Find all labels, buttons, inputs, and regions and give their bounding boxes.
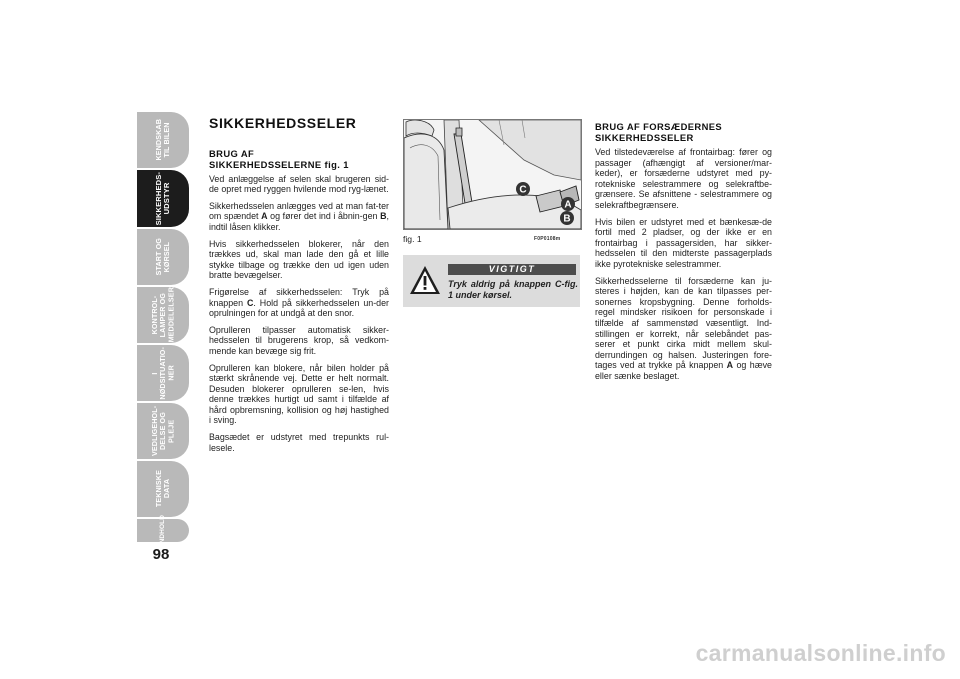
page-title: SIKKERHEDSSELER [209, 115, 357, 131]
label-a: A [564, 199, 572, 211]
tab-indhold[interactable]: INDHOLD [137, 519, 189, 542]
seatbelt-figure [403, 119, 582, 230]
tab-kontrollamper-og-meddelelser[interactable]: KONTROL- LAMPER OG MEDDELELSER [137, 287, 189, 343]
figure-code: F0P0108m [534, 236, 561, 242]
paragraph: Frigørelse af sikkerhedsselen: Tryk på knappen C. Hold på sikkerhedsselen un-der oprulningen for at undgå at den snor. [209, 286, 389, 319]
tab-tekniske-data[interactable]: TEKNISKE DATA [137, 461, 189, 517]
tab-i-nodsituationer[interactable]: I NØDSITUATIO- NER [137, 345, 189, 401]
paragraph: Bagsædet er udstyret med trepunkts rul-lesele. [209, 432, 389, 453]
tab-vedligeholdelse-og-pleje[interactable]: VEDLIGEHOL- DELSE OG PLEJE [137, 403, 189, 459]
paragraph: Ved anlæggelse af selen skal brugeren sid-de opret med ryggen hvilende mod ryg-lænet. [209, 173, 389, 195]
paragraph: Oprulleren kan blokere, når bilen holder på stærkt skrånende vej. Dette er helt normalt. Desuden blokerer oprulleren se-len, hvis denne trækkes hurtigt ud samt i tilfælde af hård opbremsning, kollision og høj hastighed i sving. [209, 362, 389, 426]
warning-heading: VIGTIGT [448, 264, 576, 275]
tab-start-og-korsel[interactable]: START OG KØRSEL [137, 229, 189, 285]
paragraph: Hvis sikkerhedsselen blokerer, når den trækkes ud, skal man lade den gå et lille stykke tilbage og trække den ud igen uden bratte bevægelser. [209, 238, 389, 281]
section-subtitle: BRUG AF FORSÆDERNES SIKKERHEDSSELER [595, 121, 723, 143]
warning-triangle-icon [409, 264, 441, 296]
tab-sikkerhedsudstyr[interactable]: SIKKERHEDS- UDSTYR [137, 170, 189, 227]
warning-text: Tryk aldrig på knappen C-fig. 1 under kørsel. [448, 279, 578, 300]
label-b: B [563, 213, 571, 225]
figure-caption: fig. 1 [403, 234, 422, 244]
column-right [595, 121, 772, 387]
tab-kendskab-til-bilen[interactable]: KENDSKAB TIL BILEN [137, 112, 189, 168]
warning-box [403, 255, 580, 307]
paragraph: Ved tilstedeværelse af frontairbag: fører og passager (afhængigt af versioner/mar-keder), er forsæderne udstyret med py-rotekniske selestrammere og selekraftbe-grænsere. Se afsnittene - selestrammere og selekraftbegrænsere. [595, 147, 772, 210]
column-left [209, 117, 389, 459]
watermark: carmanualsonline.info [695, 640, 946, 666]
chapter-tabs [137, 112, 189, 546]
label-c: C [519, 184, 527, 196]
paragraph: Sikkerhedsselen anlægges ved at man fat-ter om spændet A og fører det ind i åbnin-gen B, indtil låsen klikker. [209, 200, 389, 232]
paragraph: Sikkerhedsselerne til forsæderne kan ju-steres i højden, kan de kan tilpasses per-sonernes kropsbygning. Denne forholds-regel mindsker risikoen for personskade i tilfælde af sammenstød væsentligt. Ind-stillingen er korrekt, når selebåndet pas-serer et punkt cirka midt mellem skul-derrundingen og halsen. Justeringen fore-tages ved at trykke på knappen A og hæve eller sænke beslaget. [595, 275, 772, 381]
seatbelt-illustration [404, 120, 581, 229]
section-subtitle: BRUG AF SIKKERHEDSSELERNE fig. 1 [209, 147, 349, 170]
paragraph: Oprulleren tilpasser automatisk sikker-hedsselen til brugerens krop, så vedkom-mende kan bevæge sig frit. [209, 324, 389, 356]
page-number: 98 [152, 546, 170, 563]
paragraph: Hvis bilen er udstyret med et bænkesæ-de fortil med 2 pladser, og der ikke er en frontairbag i passagersiden, har sikker-hedsselen til den midterste passagerplads ikke pyrotekniske selestrammer. [595, 216, 772, 269]
